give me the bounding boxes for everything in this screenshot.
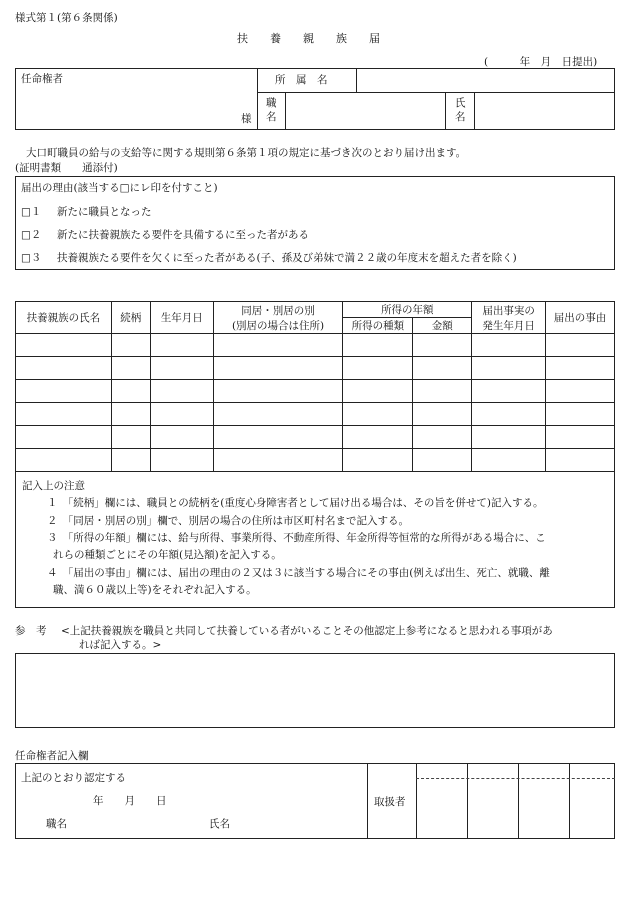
position-label: 職 名 (266, 97, 277, 123)
note-3 (22, 530, 608, 547)
table-row[interactable] (16, 380, 615, 403)
col-residence-line2: (別居の場合は住所) (231, 319, 325, 332)
table-row[interactable] (16, 334, 615, 357)
note-3-text-1: 「所得の年額」欄には、給与所得、事業所得、不動産所得、年金所得等恒常的な所得がある場合に、こ (68, 531, 546, 544)
certify-text: 上記のとおり認定する (21, 772, 126, 784)
note-1 (22, 495, 608, 512)
family-table (15, 301, 615, 608)
note-3-num: ３ (47, 531, 58, 544)
col-relation: 続柄 (111, 302, 150, 334)
reference-line1: <上記扶養親族を職員と共同して扶養している者がいることその他認定上参考になると思われる事項があ (61, 625, 553, 637)
notes-heading: 記入上の注意 (22, 480, 85, 492)
note-4-num: ４ (47, 566, 58, 579)
certificate-text: (証明書類 通添付) (15, 162, 118, 174)
note-1-num: １ (47, 497, 58, 510)
note-2-text: 「同居・別居の別」欄で、別居の場合の住所は市区町村名まで記入する。 (68, 514, 410, 527)
col-name: 扶養親族の氏名 (16, 302, 112, 334)
table-row[interactable] (16, 357, 615, 380)
col-date-line1: 届出事実の (482, 304, 535, 317)
col-residence-line1: 同居・別居の別 (241, 304, 315, 317)
note-2 (22, 513, 608, 530)
intro-text: 大口町職員の給与の支給等に関する規則第６条第１項の規定に基づき次のとおり届け出ます。 (26, 147, 467, 159)
col-income-amount: 金額 (413, 318, 472, 334)
reason-num-1[interactable]: □１ (21, 206, 42, 218)
table-row[interactable] (16, 449, 615, 472)
reason-text-2: 新たに扶養親族たる要件を具備するに至った者がある (57, 229, 309, 241)
col-income-type: 所得の種類 (343, 318, 413, 334)
note-4 (22, 565, 608, 582)
notes-cell (16, 472, 615, 608)
appointer-position: 職名 (46, 818, 67, 830)
table-row[interactable] (16, 426, 615, 449)
col-income: 所得の年額 (343, 302, 472, 318)
col-date-line2: 発生年月日 (482, 319, 535, 332)
col-residence (213, 302, 343, 334)
reason-text-1: 新たに職員となった (57, 206, 152, 218)
name-label: 氏 名 (455, 97, 466, 123)
appointer-name: 氏名 (209, 818, 230, 830)
affiliation-label: 所 属 名 (275, 74, 328, 86)
reference-box[interactable] (15, 653, 615, 728)
page-title: 扶 養 親 族 届 (237, 32, 380, 45)
note-1-text: 「続柄」欄には、職員との続柄を(重度心身障害者として届け出る場合は、その旨を併せて)記入する。 (68, 497, 544, 510)
appointer-label: 任命権者 (21, 73, 63, 85)
note-2-num: ２ (47, 514, 58, 527)
certify-date: 年 月 日 (93, 795, 167, 807)
col-reason: 届出の事由 (546, 302, 615, 334)
handler-label: 取扱者 (374, 796, 406, 808)
note-4-text-1: 「届出の事由」欄には、届出の理由の２又は３に該当する場合にその事由(例えば出生、死亡、就職、離 (68, 566, 550, 579)
note-4-text-2: 職、満６０歳以上等)をそれぞれ記入する。 (53, 583, 257, 596)
reason-num-2[interactable]: □２ (21, 229, 42, 241)
reason-text-3: 扶養親族たる要件を欠くに至った者がある(子、孫及び弟妹で満２２歳の年度末を超えた者を除く) (57, 252, 517, 264)
note-3-text-2: れらの種類ごとにその年額(見込額)を記入する。 (53, 549, 282, 562)
form-id: 様式第１(第６条関係) (15, 12, 118, 24)
sama-label: 様 (241, 113, 252, 125)
reference-line2: れば記入する。> (79, 639, 162, 651)
reference-label: 参 考 (15, 625, 47, 637)
appointer-section-title: 任命権者記入欄 (15, 750, 89, 762)
reason-num-3[interactable]: □３ (21, 252, 42, 264)
col-birth: 生年月日 (150, 302, 213, 334)
col-date (472, 302, 546, 334)
reason-heading: 届出の理由(該当する□にレ印を付すこと) (21, 182, 218, 194)
table-row[interactable] (16, 403, 615, 426)
submit-date: ( 年 月 日提出) (484, 56, 598, 68)
